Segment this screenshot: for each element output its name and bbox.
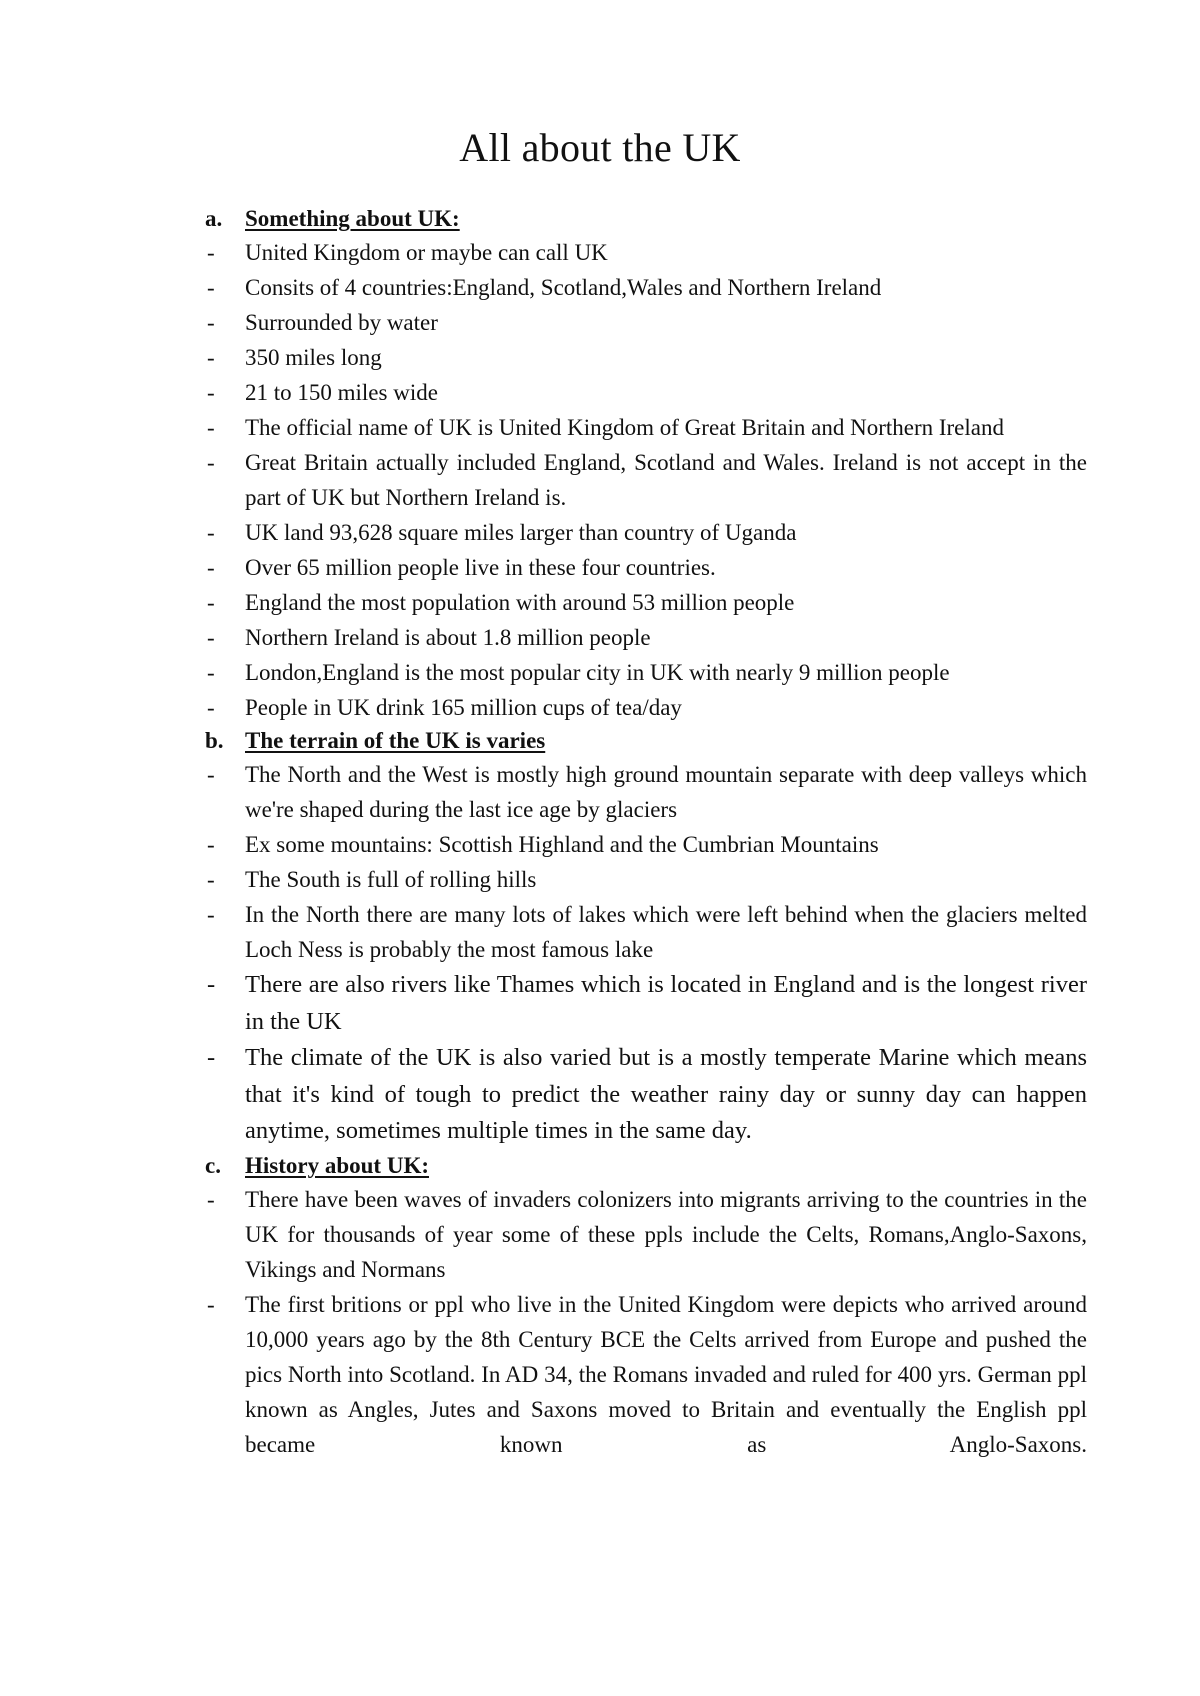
list-item-text: The first britions or ppl who live in the United Kingdom were depicts who arrived around 10,000 years ago by the 8th Century BCE the Celts arrived from Europe and pushed the pics North into Scotland. In AD 34, the Romans invaded and ruled for 400 yrs. German ppl known as Angles, Jutes and Saxons moved to Britain and eventually the English ppl became known as Anglo-Saxons. — [245, 1291, 1087, 1457]
list-item-text: Great Britain actually included England, Scotland and Wales. Ireland is not accept in the part of UK but Northern Ireland is. — [245, 450, 1087, 510]
bullet-dash: - — [207, 695, 215, 720]
list-item — [205, 827, 1087, 862]
list-item-text: The South is full of rolling hills — [245, 867, 537, 892]
bullet-dash: - — [207, 450, 215, 475]
bullet-dash: - — [207, 275, 215, 300]
list-item — [205, 1040, 1087, 1150]
bullet-dash: - — [207, 520, 215, 545]
list-item — [205, 1287, 1087, 1462]
bullet-dash: - — [207, 415, 215, 440]
list-item — [205, 410, 1087, 445]
list-item-text: People in UK drink 165 million cups of tea/day — [245, 695, 682, 720]
bullet-dash: - — [207, 380, 215, 405]
document-title: All about the UK — [459, 125, 741, 170]
section-heading-something-about-uk — [205, 203, 1087, 235]
list-item-text: The North and the West is mostly high ground mountain separate with deep valleys which we're shaped during the last ice age by glaciers — [245, 762, 1087, 822]
list-item-text: England the most population with around 53 million people — [245, 590, 795, 615]
bullet-dash: - — [207, 310, 215, 335]
bullet-dash: - — [207, 762, 215, 787]
bullet-dash: - — [207, 1291, 215, 1317]
list-item — [205, 305, 1087, 340]
list-item-text: Ex some mountains: Scottish Highland and the Cumbrian Mountains — [245, 832, 879, 857]
list-item-text: The climate of the UK is also varied but is a mostly temperate Marine which means that it's kind of tough to predict the weather rainy day or sunny day can happen anytime, sometimes multiple times in the same day. — [245, 1044, 1087, 1144]
list-item — [205, 620, 1087, 655]
list-item — [205, 862, 1087, 897]
list-item — [205, 515, 1087, 550]
list-item-text: There have been waves of invaders colonizers into migrants arriving to the countries in the UK for thousands of year some of these ppls include the Celts, Romans,Anglo-Saxons, Vikings and Normans — [245, 1186, 1087, 1282]
bullet-dash: - — [207, 832, 215, 857]
bullet-dash: - — [207, 590, 215, 615]
list-item-text: Surrounded by water — [245, 310, 438, 335]
list-item-text: In the North there are many lots of lakes which were left behind when the glaciers melted Loch Ness is probably the most famous lake — [245, 902, 1087, 962]
bullet-dash: - — [207, 902, 215, 927]
list-item-text: London,England is the most popular city in UK with nearly 9 million people — [245, 660, 950, 685]
list-item — [205, 235, 1087, 270]
section-heading-history — [205, 1150, 1087, 1182]
list-item — [205, 757, 1087, 827]
list-item-text: United Kingdom or maybe can call UK — [245, 240, 608, 265]
bullet-dash: - — [207, 1044, 216, 1071]
list-item — [205, 967, 1087, 1040]
list-item-text: Consits of 4 countries:England, Scotland,Wales and Northern Ireland — [245, 275, 882, 300]
section-heading-terrain — [205, 725, 1087, 757]
bullet-dash: - — [207, 345, 215, 370]
bullet-dash: - — [207, 971, 216, 998]
list-item — [205, 655, 1087, 690]
list-item — [205, 340, 1087, 375]
list-item-text: UK land 93,628 square miles larger than country of Uganda — [245, 520, 797, 545]
section-letter: b. — [205, 728, 224, 753]
list-item-text: 21 to 150 miles wide — [245, 380, 438, 405]
list-item — [205, 1182, 1087, 1287]
list-item — [205, 690, 1087, 725]
list-item-text: Over 65 million people live in these four countries. — [245, 555, 716, 580]
section-title: The terrain of the UK is varies — [245, 728, 546, 753]
list-item-text: The official name of UK is United Kingdom of Great Britain and Northern Ireland — [245, 415, 1004, 440]
section-letter: c. — [205, 1152, 221, 1178]
section-title: History about UK: — [245, 1152, 429, 1178]
bullet-dash: - — [207, 625, 215, 650]
bullet-dash: - — [207, 660, 215, 685]
list-item-text: 350 miles long — [245, 345, 382, 370]
list-item — [205, 585, 1087, 620]
document-body — [205, 203, 1087, 1462]
list-item — [205, 550, 1087, 585]
list-item — [205, 375, 1087, 410]
section-title: Something about UK: — [245, 206, 460, 231]
list-item — [205, 445, 1087, 515]
bullet-dash: - — [207, 555, 215, 580]
bullet-dash: - — [207, 240, 215, 265]
list-item-text: There are also rivers like Thames which is located in England and is the longest river in the UK — [245, 971, 1087, 1035]
list-item — [205, 270, 1087, 305]
bullet-dash: - — [207, 867, 215, 892]
list-item-text: Northern Ireland is about 1.8 million people — [245, 625, 651, 650]
list-item — [205, 897, 1087, 967]
section-letter: a. — [205, 206, 223, 231]
bullet-dash: - — [207, 1186, 215, 1212]
